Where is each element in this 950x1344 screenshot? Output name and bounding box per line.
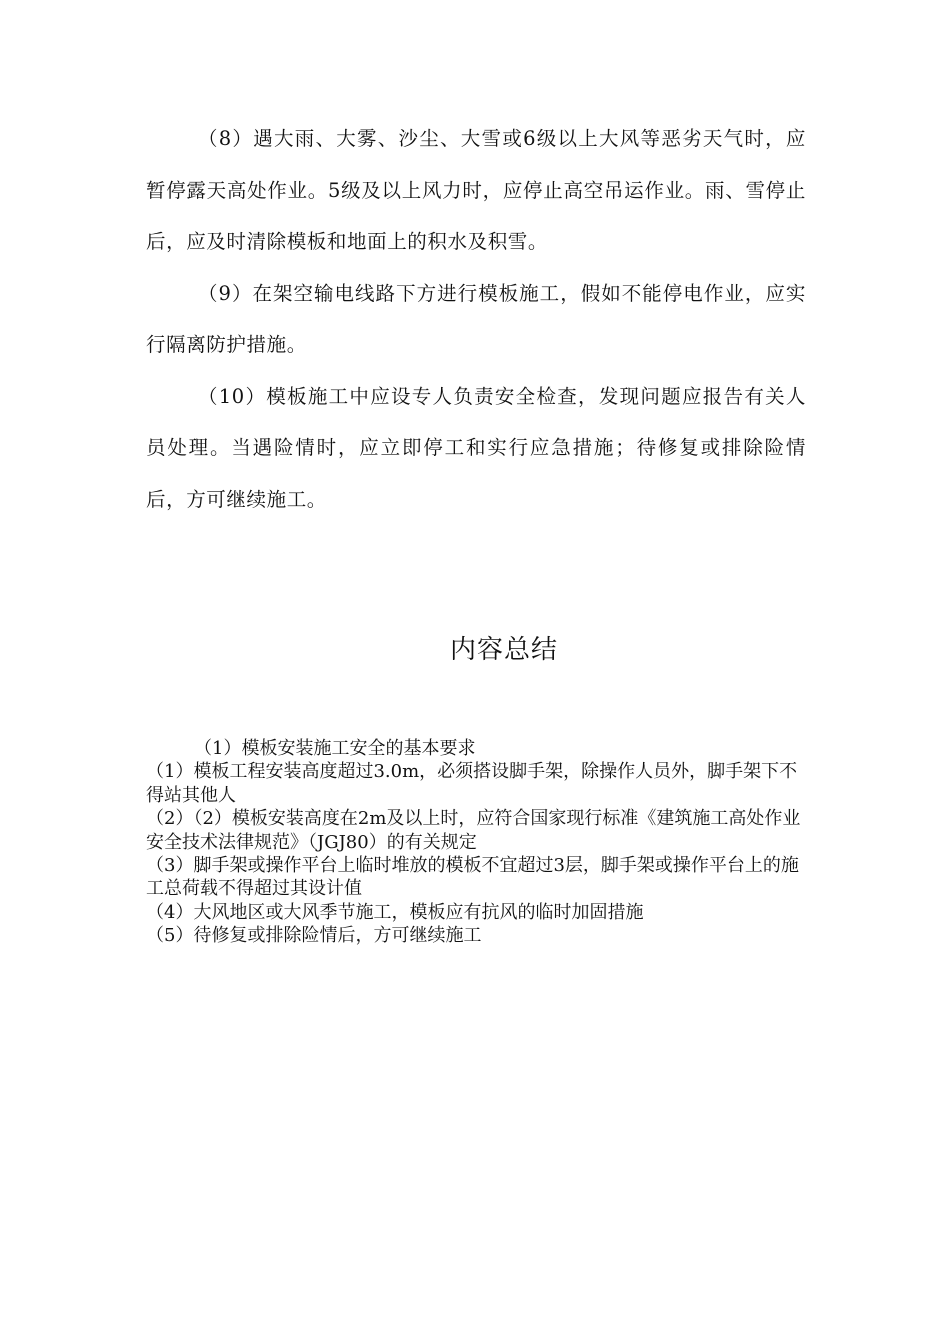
summary-item: （5）待修复或排除险情后，方可继续施工 xyxy=(146,925,482,947)
summary-item: （4）大风地区或大风季节施工，模板应有抗风的临时加固措施 xyxy=(146,901,644,923)
summary-item: （1）模板工程安装高度超过3.0m，必须搭设脚手架，除操作人员外，脚手架下不得站其他人 xyxy=(146,761,798,806)
summary-item: （3）脚手架或操作平台上临时堆放的模板不宜超过3层，脚手架或操作平台上的施工总荷载不得超过其设计值 xyxy=(146,855,799,900)
body-text xyxy=(146,113,806,525)
paragraph-10: （10）模板施工中应设专人负责安全检查，发现问题应报告有关人员处理。当遇险情时，应立即停工和实行应急措施；待修复或排除险情后，方可继续施工。 xyxy=(146,384,806,511)
summary-item: （2）（2）模板安装高度在2m及以上时，应符合国家现行标准《建筑施工高处作业安全技术法律规范》（JGJ80）的有关规定 xyxy=(146,808,801,853)
summary-title: 内容总结 xyxy=(449,635,558,665)
summary-section xyxy=(146,737,810,948)
summary-lead: （1）模板安装施工安全的基本要求 xyxy=(194,738,476,759)
paragraph-8: （8）遇大雨、大雾、沙尘、大雪或6级以上大风等恶劣天气时，应暂停露天高处作业。5级及以上风力时，应停止高空吊运作业。雨、雪停止后，应及时清除模板和地面上的积水及积雪。 xyxy=(146,127,806,253)
paragraph-9: （9）在架空输电线路下方进行模板施工，假如不能停电作业，应实行隔离防护措施。 xyxy=(146,281,806,356)
summary-list xyxy=(146,760,810,947)
